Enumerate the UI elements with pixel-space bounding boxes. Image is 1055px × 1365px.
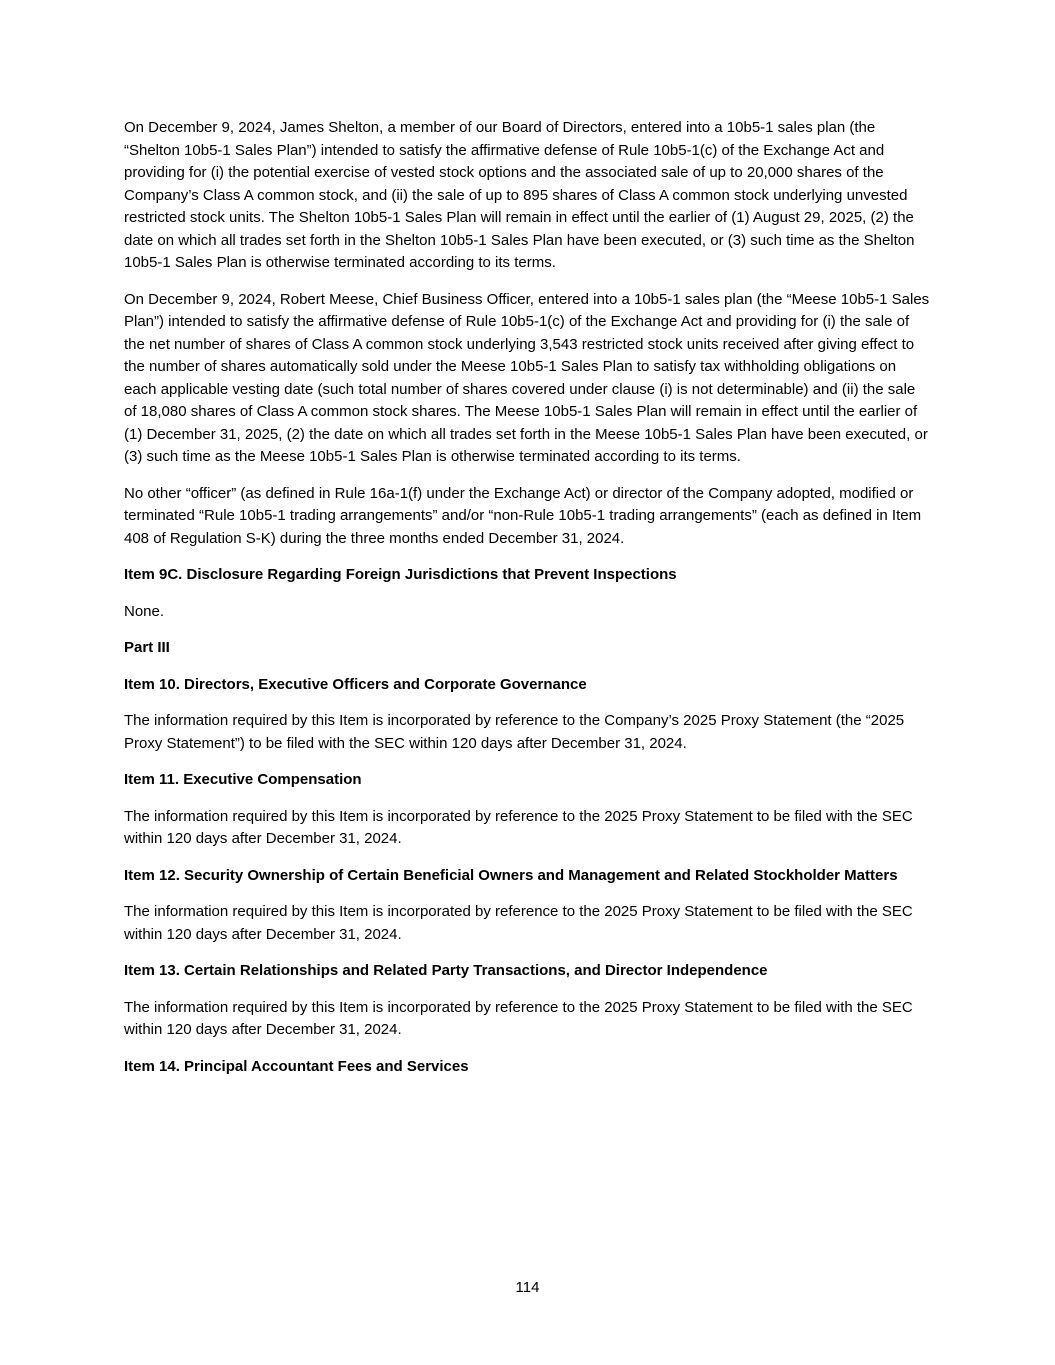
- paragraph-no-other-officer: No other “officer” (as defined in Rule 16a-1(f) under the Exchange Act) or director of the Company adopted, modified or terminated “Rule 10b5-1 trading arrangements” and/or “non-Rule 10b5-1 trading arrangements” (each as defined in Item 408 of Regulation S-K) during the three months ended December 31, 2024.: [124, 484, 922, 547]
- paragraph-item-10-incorporation: The information required by this Item is incorporated by reference to the Company’s 2025 Proxy Statement (the “2025 Proxy Statement”) to be filed with the SEC within 120 days after December 31, 2024.: [124, 712, 905, 752]
- paragraph-meese-10b5-1-plan: On December 9, 2024, Robert Meese, Chief Business Officer, entered into a 10b5-1 sales plan (the “Meese 10b5-1 Sales Plan”) intended to satisfy the affirmative defense of Rule 10b5-1(c) of the Exchange Act and providing for (i) the sale of the net number of shares of Class A common stock underlying 3,543 restricted stock units received after giving effect to the number of shares automatically sold under the Meese 10b5-1 Sales Plan to satisfy tax withholding obligations on each applicable vesting date (such total number of shares covered under clause (i) is not determinable) and (ii) the sale of 18,080 shares of Class A common stock shares. The Meese 10b5-1 Sales Plan will remain in effect until the earlier of (1) December 31, 2025, (2) the date on which all trades set forth in the Meese 10b5-1 Sales Plan have been executed, or (3) such time as the Meese 10b5-1 Sales Plan is otherwise terminated according to its terms.: [124, 290, 930, 465]
- paragraph-none: None.: [124, 602, 165, 620]
- paragraph-item-13-incorporation: The information required by this Item is incorporated by reference to the 2025 Proxy Statement to be filed with the SEC within 120 days after December 31, 2024.: [124, 998, 913, 1038]
- heading-item-14: Item 14. Principal Accountant Fees and Services: [124, 1057, 469, 1075]
- paragraph-shelton-10b5-1-plan: On December 9, 2024, James Shelton, a member of our Board of Directors, entered into a 10b5-1 sales plan (the “Shelton 10b5-1 Sales Plan”) intended to satisfy the affirmative defense of Rule 10b5-1(c) of the Exchange Act and providing for (i) the potential exercise of vested stock options and the associated sale of up to 20,000 shares of the Company’s Class A common stock, and (ii) the sale of up to 895 shares of Class A common stock underlying unvested restricted stock units. The Shelton 10b5-1 Sales Plan will remain in effect until the earlier of (1) August 29, 2025, (2) the date on which all trades set forth in the Shelton 10b5-1 Sales Plan have been executed, or (3) such time as the Shelton 10b5-1 Sales Plan is otherwise terminated according to its terms.: [124, 119, 915, 271]
- heading-item-13: Item 13. Certain Relationships and Related Party Transactions, and Director Independence: [124, 962, 768, 979]
- paragraph-item-12-incorporation: The information required by this Item is incorporated by reference to the 2025 Proxy Statement to be filed with the SEC within 120 days after December 31, 2024.: [124, 903, 913, 943]
- heading-item-9c: Item 9C. Disclosure Regarding Foreign Jurisdictions that Prevent Inspections: [124, 566, 677, 583]
- heading-part-iii: Part III: [124, 639, 170, 656]
- paragraph-item-11-incorporation: The information required by this Item is incorporated by reference to the 2025 Proxy Statement to be filed with the SEC within 120 days after December 31, 2024.: [124, 807, 913, 847]
- heading-item-11: Item 11. Executive Compensation: [124, 771, 362, 788]
- heading-item-10: Item 10. Directors, Executive Officers and Corporate Governance: [124, 675, 587, 693]
- page-body: [124, 117, 930, 1092]
- heading-item-12: Item 12. Security Ownership of Certain Beneficial Owners and Management and Related Stockholder Matters: [124, 866, 898, 884]
- page-number: 114: [515, 1279, 540, 1296]
